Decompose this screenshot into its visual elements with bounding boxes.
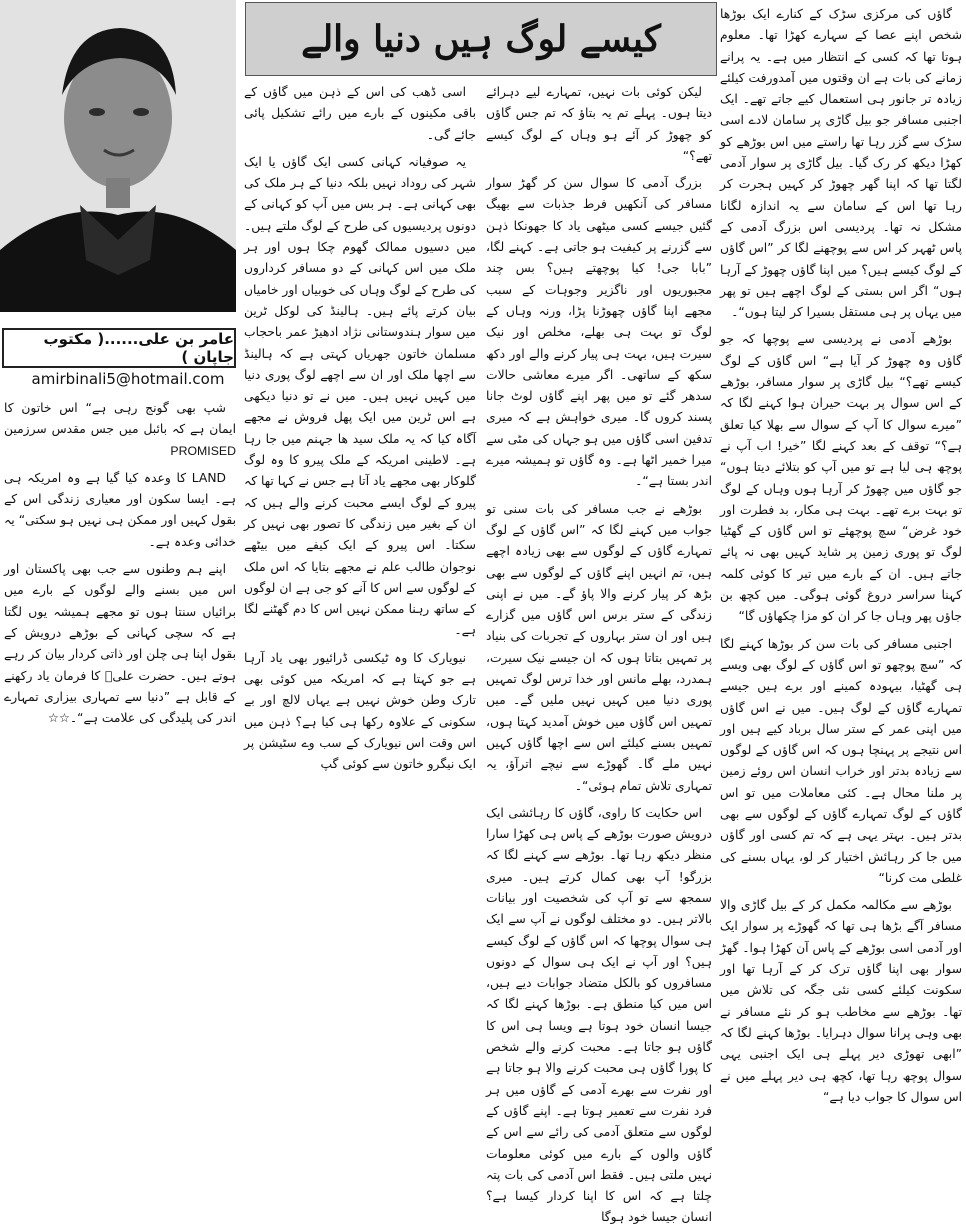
- column-1: [720, 4, 962, 1104]
- paragraph: بوڑھے سے مکالمہ مکمل کر کے بیل گاڑی والا مسافر آگے بڑھا ہی تھا کہ گھوڑے پر سوار ایک اور آدمی اسی بوڑھے کے پاس آن کھڑا ہوا۔ گھڑ سوار بھی اپنا گاؤں ترک کر کے آرہا تھا اور سکونت کیلئے کسی نئی جگہ کی تلاش میں تھا۔ بوڑھے سے مخاطب ہو کر نئے مسافر نے بھی وہی پرانا سوال دہرایا۔ بوڑھا کہنے لگا کہ ”ابھی تھوڑی دیر پہلے ہی ایک اجنبی یہی سوال پوچھ رہا تھا، کچھ ہی دیر پہلے میں نے اس سوال کا جواب دیا ہے“: [720, 898, 962, 1104]
- paragraph-text: شپ بھی گونج رہی ہے“ اس خاتون کا ایمان ہے کہ بائبل میں جس مقدس سرزمین: [4, 401, 236, 437]
- paragraph: بوڑھے نے جب مسافر کی بات سنی تو جواب میں کہنے لگا کہ ”اس گاؤں کے لوگ تمہارے گاؤں کے لوگوں سے بھی زیادہ اچھے ہیں، تم انہیں اپنے گاؤں کے لوگوں سے بھی بڑھ کر پیار کرنے والا پاؤ گے۔ میں نے اپنی زندگی کے ستر برس اس گاؤں میں گزارے ہیں اور ان ستر بہاروں کے تجربات کی بنیاد پر تمہیں بتاتا ہوں کہ ان جیسے نیک سیرت، ہمدرد، بھلے مانس اور خدا ترس لوگ تمہیں پوری دنیا میں کہیں نہیں ملیں گے۔ میں تمہیں اس گاؤں میں خوش آمدید کہتا ہوں، تمہیں بسنے کیلئے اس سے اچھا گاؤں کہیں نہیں ملے گا۔ گھوڑے سے نیچے اترآؤ، یہ تمہاری تلاش تمام ہوئی“۔: [486, 501, 712, 793]
- paragraph: بزرگ آدمی کا سوال سن کر گھڑ سوار مسافر کی آنکھیں فرط جذبات سے بھیگ گئیں جیسے کسی میٹھی یاد کا جھونکا ذہن سے گزرنے پر کیفیت ہو جاتی ہے۔ کہنے لگا، ”بابا جی! کیا پوچھتے ہیں؟ بس چند مجبوریوں اور ناگزیر وجوہات کے سبب مجھے اپنا گاؤں چھوڑنا پڑا، ورنہ وہاں کے لوگ تو بہت ہی بھلے، مخلص اور نیک سیرت ہیں، بہت ہی پیار کرنے والے اور دکھ سکھ کے ساتھی۔ اگر میرے معاشی حالات سدھر گئے تو میں پھر اپنے گاؤں لوٹ جانا پسند کروں گا۔ میری خواہش ہے کہ میری تدفین اسی گاؤں میں ہو جہاں کی مٹی سے میرا خمیر اٹھا ہے۔ وہ گاؤں تو ہمیشہ میرے اندر بستا ہے“۔: [486, 176, 712, 489]
- headline: کیسے لوگ ہیں دنیا والے: [245, 2, 717, 76]
- byline: عامر بن علی......( مکتوب جاپان ): [2, 328, 236, 368]
- author-photo: [0, 0, 236, 312]
- paragraph: اس حکایت کا راوی، گاؤں کا رہائشی ایک درویش صورت بوڑھے کے پاس ہی کھڑا سارا منظر دیکھ رہا تھا۔ بوڑھے سے کہنے لگا کہ بزرگو! آپ بھی کمال کرتے ہیں۔ میری سمجھ سے تو آپ کی شخصیت اور بیانات بالاتر ہیں۔ دو مختلف لوگوں نے آپ سے ایک ہی سوال پوچھا کہ اس گاؤں کے لوگ کیسے ہیں؟ اور آپ نے ایک ہی سوال کے دونوں مسافروں کو بالکل متضاد جوابات دیے ہیں، اس میں کیا منطق ہے۔ بوڑھا کہنے لگا کہ جیسا انسان خود ہوتا ہے ویسا ہی اس کا گاؤں ہو جاتا ہے۔ محبت کرنے والے شخص کا پورا گاؤں ہی محبت کرنے والا ہو جاتا ہے اور نفرت سے بھرے آدمی کے گاؤں میں ہر فرد نفرت سے تعمیر ہوتا ہے۔ اپنے گاؤں کے لوگوں سے متعلق آدمی کی رائے سے اس کے گاؤں والوں کے بارے میں کوئی معلومات نہیں ملتی ہیں۔ فقط اس آدمی کی بات پتہ چلتا ہے کہ اس کا اپنا کردار کیسا ہے؟ انسان جیسا خود ہوگا: [486, 805, 712, 1225]
- paragraph: بوڑھے آدمی نے پردیسی سے پوچھا کہ جو گاؤں وہ چھوڑ کر آیا ہے“ اس گاؤں کے لوگ کیسے تھے؟“ بیل گاڑی پر سوار مسافر، بوڑھے کے اس سوال پر بہت حیران ہوا کہنے لگا کہ ”میرے سوال کا آپ کے سوال سے بھلا کیا تعلق ہے؟“ توقف کے بعد کہنے لگا ”خیر! اب آپ نے پوچھ ہی لیا ہے تو میں آپ کو بتلائے دیتا ہوں“ جو گاؤں میں چھوڑ کر آرہا ہوں وہاں کے لوگ تو بہت برے تھے۔ بہت ہی مکار، بد فطرت اور خود غرض“ سچ پوچھئے تو اس گاؤں کے گھٹیا لوگ تو پوری زمین پر شاید کہیں بھی نہ پائے جاتے ہیں۔ ان کے بارے میں تیر کا کوئی کلمہ کہنا سراسر دروغ گوئی ہوگی۔ میں کچھ بن جاؤں پھر وہاں جا کر ان کو مزا چکھاؤں گا“: [720, 332, 962, 624]
- paragraph: LAND کا وعدہ کیا گیا ہے وہ امریکہ ہی ہے۔ ایسا سکون اور معیاری زندگی اس کے بقول کہیں اور ممکن ہی نہیں ہو سکتی“ یہ خدائی وعدہ ہے۔: [4, 470, 236, 549]
- author-email[interactable]: amirbinali5@hotmail.com: [31, 370, 225, 388]
- column-2: [486, 82, 712, 1225]
- paragraph: اپنے ہم وطنوں سے جب بھی پاکستان اور اس میں بسنے والے لوگوں کے بارے میں برائیاں سنتا ہوں تو مجھے ہمیشہ یوں لگتا ہے کہ سچی کہانی کے بوڑھے درویش کے بقول اپنا ہی چلن اور ذاتی کردار بیان کر رہے ہوتے ہیں۔ حضرت علیؓ کا فرمان یاد رکھنے کے قابل ہے ”دنیا سے تمہاری بیزاری تمہارے اندر کی پلیدگی کی علامت ہے“۔☆☆: [4, 562, 236, 726]
- paragraph: گاؤں کی مرکزی سڑک کے کنارے ایک بوڑھا شخص اپنے عصا کے سہارے کھڑا تھا۔ معلوم ہوتا تھا کہ کسی کے انتظار میں ہے۔ یہ پرانے زمانے کی بات ہے ان وقتوں میں آمدورفت کیلئے زیادہ تر جانور ہی استعمال کیے جاتے تھے۔ ایک اجنبی مسافر جو بیل گاڑی پر سامان لادے اسی سڑک سے گزر رہا تھا راستے میں اس بوڑھے کو کھڑا دیکھ کر رک گیا۔ بیل گاڑی پر سوار آدمی لگتا تھا کہ اپنا گھر چھوڑ کر کہیں ہجرت کر رہا تھا اس کے سامان سے یہ اندازہ لگانا مشکل نہ تھا۔ پردیسی اس بزرگ آدمی کے پاس ٹھہر کر اس سے پوچھنے لگا کر ”اس گاؤں کے لوگ کیسے ہیں؟ میں اپنا گاؤں چھوڑ کے آرہا ہوں“ اگر اس بستی کے لوگ اچھے ہیں تو پھر میں یہاں پر ہی مستقل بسیرا کر لیتا ہوں“۔: [720, 7, 962, 320]
- paragraph: یہ صوفیانہ کہانی کسی ایک گاؤں یا ایک شہر کی روداد نہیں بلکہ دنیا کے ہر ملک کی بھی کہانی ہے۔ ہر بس میں آپ کو کہانی کے دونوں پردیسیوں کی طرح کے لوگ ملتے ہیں۔ میں دسیوں ممالک گھوم چکا ہوں اور ہر ملک میں اس کہانی کے دو مسافر کرداروں کی طرح کے لوگ وہاں کی خوبیاں اور خامیاں بیان کرتے پائے ہیں۔ ہالینڈ کی لوکل ٹرین میں سوار ہندوستانی نژاد ادھیڑ عمر باحجاب مسلمان خاتون جھریاں کہتی ہے کہ ہالینڈ سے اچھا ملک اور ان سے اچھے لوگ پوری دنیا میں کہیں نہیں ہیں۔ میں نے تو دنیا دیکھی ہے اس ٹرین میں ایک پھل فروش نے مجھے آگاہ کیا کہ یہ ملک سید ھا جہنم میں جا رہا ہے۔ لاطینی امریکہ کے ملک پیرو کا وہ لوگ گلوکار بھی مجھے یاد آتا ہے جس نے کہا تھا کہ پیرو کے لوگ ایسے محبت کرنے والے ہیں کہ ان کے بغیر میں زندگی کا تصور بھی نہیں کر سکتا۔ اس پیرو کے ایک کیفے میں بیٹھے نوجوان طالب علم نے مجھے بتایا کہ اس ملک کے لوگوں سے اس کا آنے کو جی ہے ان لوگوں کے ساتھ رہنا ممکن نہیں اس کا دم گھٹنے لگا ہے۔: [244, 154, 476, 638]
- column-3: [244, 82, 476, 772]
- paragraph: اسی ڈھب کی اس کے ذہن میں گاؤں کے باقی مکینوں کے بارے میں رائے تشکیل پائی جائے گی۔: [244, 85, 476, 142]
- latin-word: PROMISED: [170, 443, 236, 458]
- paragraph: نیویارک کا وہ ٹیکسی ڈرائیور بھی یاد آرہا ہے جو کہتا ہے کہ امریکہ میں کوئی بھی تارک وطن خوش نہیں ہے یہاں لالچ اور بے سکونی کے علاوہ رکھا ہی کیا ہے؟ ذہن میں اس وقت اس نیویارک کے سب وے سٹیشن پر ایک نیگرو خاتون سے کوئی گپ: [244, 650, 476, 772]
- paragraph: [4, 398, 236, 462]
- paragraph: اجنبی مسافر کی بات سن کر بوڑھا کہنے لگا کہ ”سچ پوچھو تو اس گاؤں کے لوگ بھی ویسے ہی گھٹیا، بیہودہ کمینے اور برے ہیں جیسے تمہارے گاؤں کے لوگ ہیں۔ میں نے اس گاؤں میں اپنی عمر کے ستر سال برباد کیے ہیں اور اس نتیجے پر پہنچا ہوں کہ اس گاؤں کے لوگوں سے زیادہ بدتر اور خراب انسان اس روئے زمین پر ملنا محال ہے۔ کئی معاملات میں تو اس گاؤں کے لوگ تمہارے گاؤں کے لوگوں سے بھی بدتر ہیں۔ بہتر یہی ہے کہ تم کسی اور گاؤں میں جا کر رہائش اختیار کر لو، یہاں بسنے کی غلطی مت کرنا“: [720, 636, 962, 885]
- paragraph: لیکن کوئی بات نہیں، تمہارے لیے دہرائے دیتا ہوں۔ پہلے تم یہ بتاؤ کہ تم جس گاؤں کو چھوڑ کر آئے ہو وہاں کے لوگ کیسے تھے؟“: [486, 85, 712, 163]
- column-4: [4, 398, 236, 778]
